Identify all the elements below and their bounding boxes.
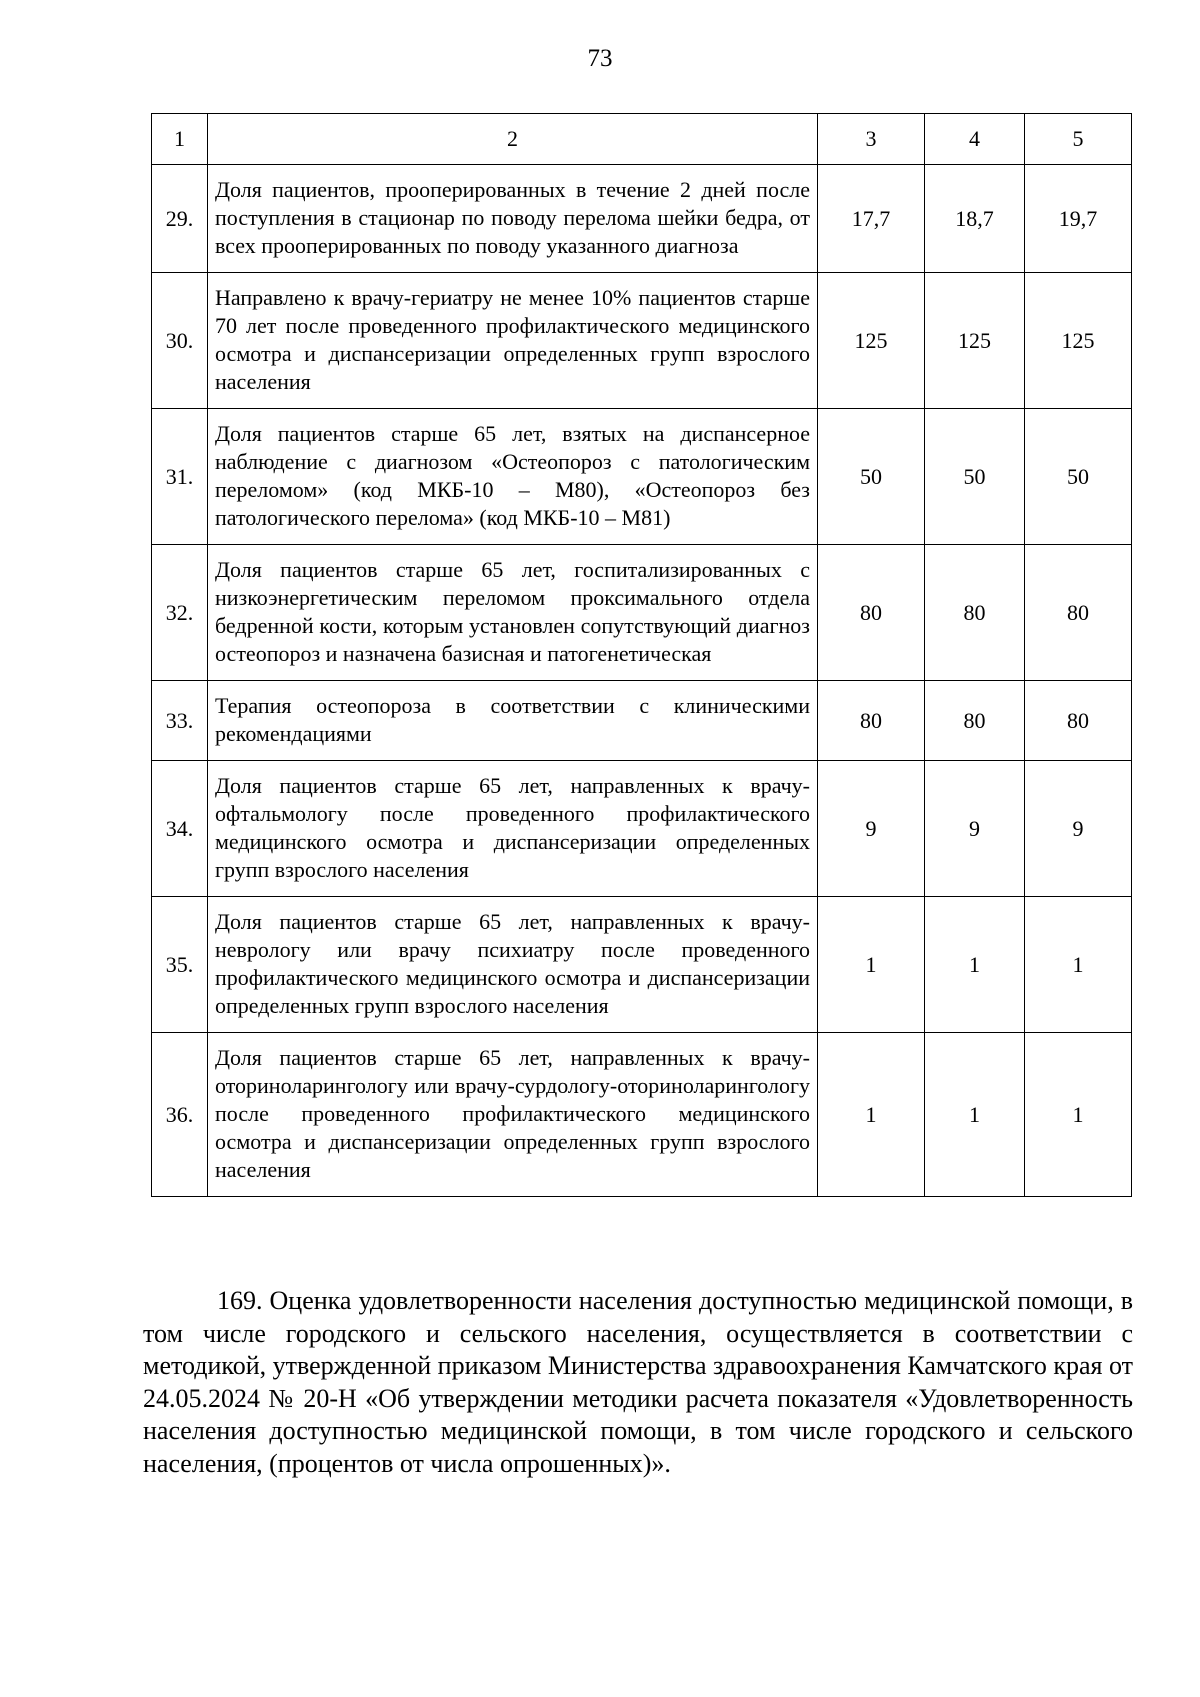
row-description: Доля пациентов старше 65 лет, направленных к врачу-офтальмологу после проведенного профилактического медицинского осмотра и диспансеризации определенных групп взрослого населения (208, 761, 818, 897)
row-value-col5: 1 (1025, 1033, 1132, 1197)
row-value-col4: 125 (925, 273, 1025, 409)
row-value-col3: 80 (818, 545, 925, 681)
table-row (152, 273, 1132, 409)
row-value-col5: 125 (1025, 273, 1132, 409)
header-cell-1: 1 (152, 114, 208, 165)
row-value-col3: 9 (818, 761, 925, 897)
row-value-col5: 9 (1025, 761, 1132, 897)
table-row (152, 545, 1132, 681)
row-value-col4: 9 (925, 761, 1025, 897)
row-description: Направлено к врачу-гериатру не менее 10% пациентов старше 70 лет после проведенного профилактического медицинского осмотра и диспансеризации определенных групп взрослого населения (208, 273, 818, 409)
header-cell-2: 2 (208, 114, 818, 165)
row-value-col5: 1 (1025, 897, 1132, 1033)
table-row (152, 1033, 1132, 1197)
row-description: Доля пациентов, прооперированных в течение 2 дней после поступления в стационар по поводу перелома шейки бедра, от всех прооперированных по поводу указанного диагноза (208, 165, 818, 273)
row-value-col4: 18,7 (925, 165, 1025, 273)
table-row (152, 897, 1132, 1033)
header-cell-3: 3 (818, 114, 925, 165)
row-number: 29. (152, 165, 208, 273)
row-value-col3: 125 (818, 273, 925, 409)
row-number: 35. (152, 897, 208, 1033)
body-paragraph: 169. Оценка удовлетворенности населения доступностью медицинской помощи, в том числе городского и сельского населения, осуществляется в соответствии с методикой, утвержденной приказом Министерства здравоохранения Камчатского края от 24.05.2024 № 20-Н «Об утверждении методики расчета показателя «Удовлетворенность населения доступностью медицинской помощи, в том числе городского и сельского населения, (процентов от числа опрошенных)». (143, 1286, 1133, 1478)
header-cell-4: 4 (925, 114, 1025, 165)
table-row (152, 761, 1132, 897)
row-number: 31. (152, 409, 208, 545)
row-value-col5: 80 (1025, 545, 1132, 681)
table-header-row (152, 114, 1132, 165)
row-value-col4: 50 (925, 409, 1025, 545)
row-value-col5: 19,7 (1025, 165, 1132, 273)
row-description: Доля пациентов старше 65 лет, направленных к врачу-неврологу или врачу психиатру после проведенного профилактического медицинского осмотра и диспансеризации определенных групп взрослого населения (208, 897, 818, 1033)
row-value-col5: 80 (1025, 681, 1132, 761)
row-number: 34. (152, 761, 208, 897)
row-value-col3: 80 (818, 681, 925, 761)
table-row (152, 409, 1132, 545)
row-number: 30. (152, 273, 208, 409)
row-description: Доля пациентов старше 65 лет, госпитализированных с низкоэнергетическим переломом проксимального отдела бедренной кости, которым установлен сопутствующий диагноз остеопороз и назначена базисная и патогенетическая (208, 545, 818, 681)
row-number: 33. (152, 681, 208, 761)
row-number: 36. (152, 1033, 208, 1197)
row-value-col3: 1 (818, 897, 925, 1033)
row-value-col3: 17,7 (818, 165, 925, 273)
table-row (152, 165, 1132, 273)
row-value-col3: 50 (818, 409, 925, 545)
row-value-col4: 1 (925, 1033, 1025, 1197)
row-value-col3: 1 (818, 1033, 925, 1197)
indicators-table (151, 113, 1132, 1197)
row-description: Доля пациентов старше 65 лет, направленных к врачу-оториноларингологу или врачу-сурдологу-оториноларингологу после проведенного профилактического медицинского осмотра и диспансеризации определенных групп взрослого населения (208, 1033, 818, 1197)
table-row (152, 681, 1132, 761)
row-description: Доля пациентов старше 65 лет, взятых на диспансерное наблюдение с диагнозом «Остеопороз с патологическим переломом» (код МКБ-10 – М80), «Остеопороз без патологического перелома» (код МКБ-10 – М81) (208, 409, 818, 545)
row-value-col4: 1 (925, 897, 1025, 1033)
row-number: 32. (152, 545, 208, 681)
row-value-col4: 80 (925, 681, 1025, 761)
header-cell-5: 5 (1025, 114, 1132, 165)
row-value-col5: 50 (1025, 409, 1132, 545)
page-number: 73 (587, 45, 613, 72)
row-value-col4: 80 (925, 545, 1025, 681)
row-description: Терапия остеопороза в соответствии с клиническими рекомендациями (208, 681, 818, 761)
